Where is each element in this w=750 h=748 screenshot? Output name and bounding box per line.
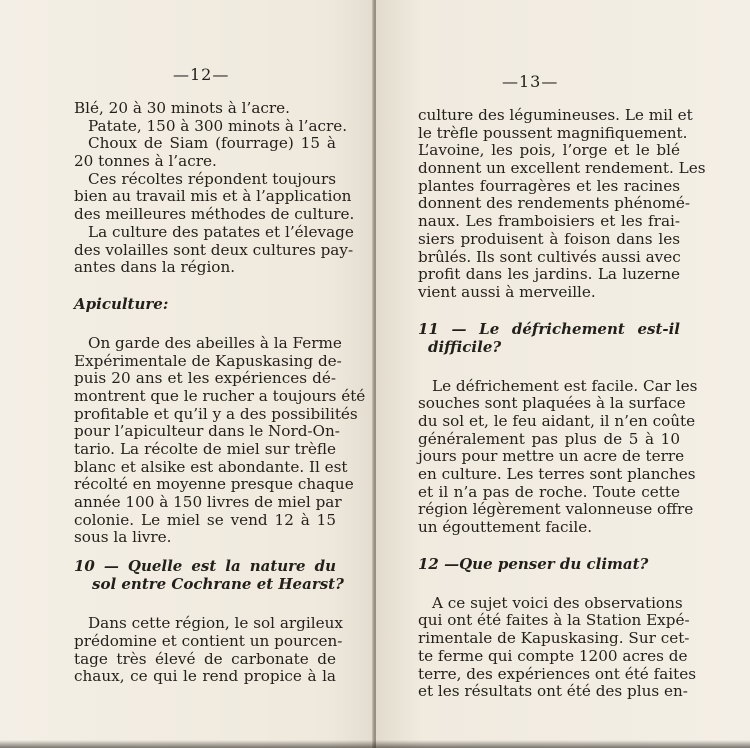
text-line: tario. La récolte de miel sur trèfle xyxy=(74,440,336,458)
text-line: sous la livre. xyxy=(74,528,172,547)
text-line: donnent des rendements phénomé- xyxy=(418,194,691,213)
question-heading: 11 — Le défrichement est-il xyxy=(418,319,680,338)
text-line: Patate, 150 à 300 minots à l’acre. xyxy=(88,116,348,135)
text-line: blanc et alsike est abondante. Il est xyxy=(74,457,348,476)
text-line: région légèrement valonneuse offre xyxy=(418,500,694,519)
text-line: rimentale de Kapuskasing. Sur cet- xyxy=(418,629,690,648)
text-line: colonie. Le miel se vend 12 à 15 xyxy=(74,510,336,529)
text-line: donnent un excellent rendement. Les xyxy=(418,159,706,178)
text-line: année 100 à 150 livres de miel par xyxy=(74,493,342,512)
text-line: plantes fourragères et les racines xyxy=(418,176,680,195)
text-line: La culture des patates et l’élevage xyxy=(88,222,354,241)
text-line: profit dans les jardins. La luzerne xyxy=(418,265,680,284)
text-line: tage très élevé de carbonate de xyxy=(74,649,336,668)
text-line: A ce sujet voici des observations xyxy=(432,593,683,612)
text-line: montrent que le rucher a toujours été xyxy=(74,386,366,405)
page-number: —12— xyxy=(173,65,230,84)
text-line: un égouttement facile. xyxy=(418,518,593,537)
text-line: Blé, 20 à 30 minots à l’acre. xyxy=(74,99,290,117)
text-line: Le défrichement est facile. Car les xyxy=(432,376,698,395)
question-heading: 10 — Quelle est la nature du xyxy=(74,557,336,576)
text-line: On garde des abeilles à la Ferme xyxy=(88,333,342,352)
text-line: du sol et, le feu aidant, il n’en coûte xyxy=(418,411,696,430)
page-number: —13— xyxy=(502,72,559,91)
left-text-column xyxy=(74,99,366,686)
text-line: Ces récoltes répondent toujours xyxy=(88,169,336,188)
text-line: pour l’apiculteur dans le Nord-On- xyxy=(74,422,340,441)
text-line: siers produisent à foison dans les xyxy=(418,229,680,248)
right-text-column xyxy=(418,106,706,701)
text-line: jours pour mettre un acre de terre xyxy=(418,447,685,466)
text-line: prédomine et contient un pourcen- xyxy=(74,631,343,650)
left-page xyxy=(0,0,374,748)
text-line: Dans cette région, le sol argileux xyxy=(88,614,343,633)
text-line: généralement pas plus de 5 à 10 xyxy=(418,429,680,448)
text-line: en culture. Les terres sont planches xyxy=(418,465,696,483)
text-line: te ferme qui compte 1200 acres de xyxy=(418,646,688,665)
section-heading: Apiculture: xyxy=(74,294,169,313)
text-line: brûlés. Ils sont cultivés aussi avec xyxy=(418,247,681,266)
text-line: vient aussi à merveille. xyxy=(418,282,596,301)
text-line: terre, des expériences ont été faites xyxy=(418,664,697,683)
text-line: naux. Les framboisiers et les frai- xyxy=(418,212,680,231)
text-line: bien au travail mis et à l’application xyxy=(74,187,352,206)
text-line: L’avoine, les pois, l’orge et le blé xyxy=(418,141,680,160)
text-line: des meilleures méthodes de culture. xyxy=(74,205,355,224)
text-line: profitable et qu’il y a des possibilités xyxy=(74,404,358,423)
right-page xyxy=(376,0,750,748)
text-line: Choux de Siam (fourrage) 15 à xyxy=(88,134,336,153)
text-line: culture des légumineuses. Le mil et xyxy=(418,106,693,124)
text-line: Expérimentale de Kapuskasing de- xyxy=(74,351,342,370)
text-line: antes dans la région. xyxy=(74,258,236,277)
text-line: et il n’a pas de roche. Toute cette xyxy=(418,482,680,501)
text-line: le trèfle poussent magnifiquement. xyxy=(418,123,688,142)
text-line: 20 tonnes à l’acre. xyxy=(74,152,217,171)
text-line: chaux, ce qui le rend propice à la xyxy=(74,667,336,686)
question-heading: sol entre Cochrane et Hearst? xyxy=(92,575,344,594)
text-line: souches sont plaquées à la surface xyxy=(418,394,686,413)
page-bottom-edge xyxy=(0,740,750,748)
question-heading: difficile? xyxy=(428,337,502,356)
text-line: qui ont été faites à la Station Expé- xyxy=(418,611,690,630)
text-line: puis 20 ans et les expériences dé- xyxy=(74,369,336,388)
text-line: des volailles sont deux cultures pay- xyxy=(74,240,354,259)
text-line: et les résultats ont été des plus en- xyxy=(418,682,688,701)
question-heading: 12 —Que penser du climat? xyxy=(418,554,649,573)
text-line: récolté en moyenne presque chaque xyxy=(74,475,354,494)
